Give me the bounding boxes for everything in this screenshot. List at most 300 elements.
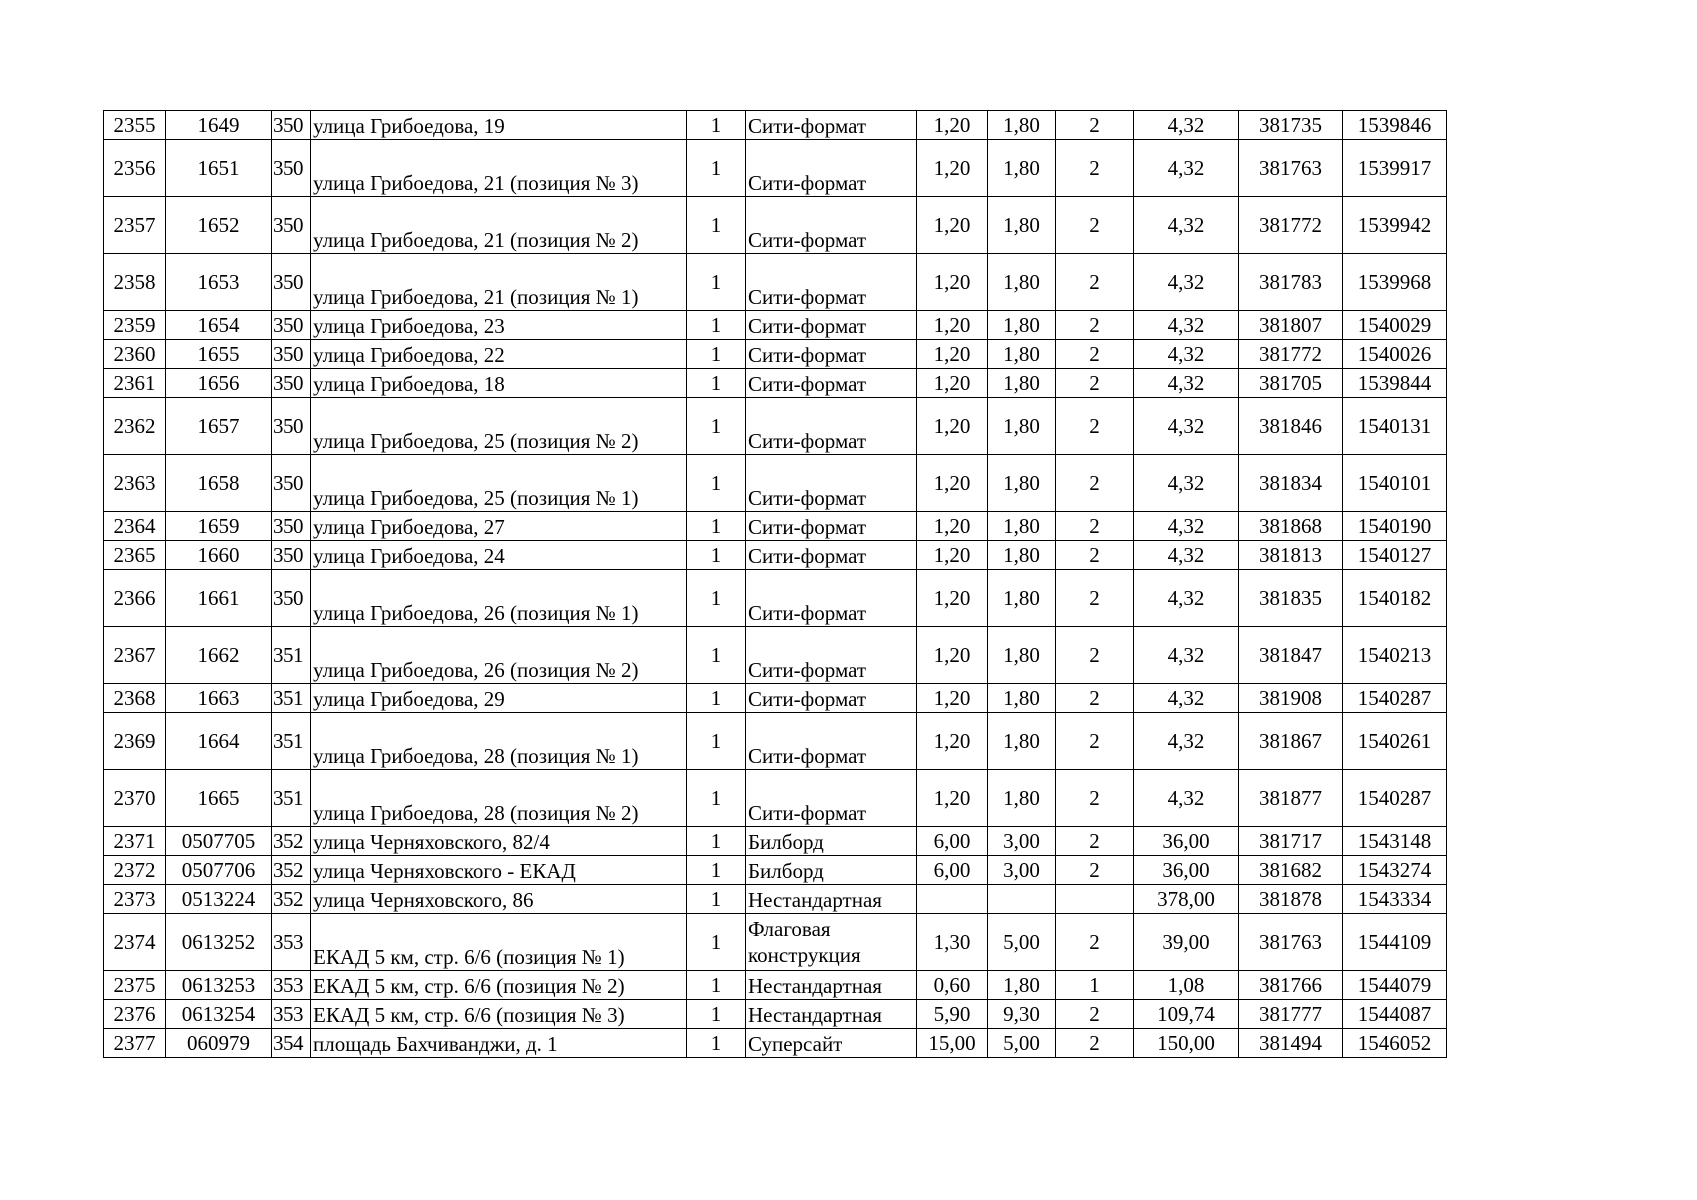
district-code-cell: 354: [272, 1029, 311, 1058]
structure-type-cell: Сити-формат: [746, 770, 917, 827]
structure-type-cell: Билборд: [746, 827, 917, 856]
row-number-cell: 2364: [104, 512, 166, 541]
object-id-cell: 1658: [166, 455, 272, 512]
object-id-cell: 0613253: [166, 971, 272, 1000]
coord-x-cell: 381717: [1239, 827, 1343, 856]
table-row: [104, 111, 1447, 140]
object-id-cell: 0507706: [166, 856, 272, 885]
width-cell: 1,20: [917, 770, 988, 827]
coord-y-cell: 1540213: [1343, 627, 1447, 684]
object-id-cell: 1656: [166, 369, 272, 398]
district-code-cell: 350: [272, 541, 311, 570]
address-cell: улица Грибоедова, 21 (позиция № 2): [311, 197, 687, 254]
row-number-cell: 2360: [104, 340, 166, 369]
coord-y-cell: 1540127: [1343, 541, 1447, 570]
coord-y-cell: 1546052: [1343, 1029, 1447, 1058]
width-cell: 1,20: [917, 111, 988, 140]
sides-cell: 2: [1056, 541, 1134, 570]
width-cell: 1,20: [917, 713, 988, 770]
coord-x-cell: 381682: [1239, 856, 1343, 885]
address-cell: улица Грибоедова, 24: [311, 541, 687, 570]
table-row: [104, 512, 1447, 541]
structure-type-cell: Суперсайт: [746, 1029, 917, 1058]
coord-x-cell: 381705: [1239, 369, 1343, 398]
area-cell: 150,00: [1134, 1029, 1239, 1058]
structure-type-cell: Сити-формат: [746, 684, 917, 713]
sides-cell: 2: [1056, 713, 1134, 770]
height-cell: 1,80: [988, 627, 1056, 684]
address-cell: ЕКАД 5 км, стр. 6/6 (позиция № 1): [311, 914, 687, 971]
table-row: [104, 369, 1447, 398]
object-id-cell: 1653: [166, 254, 272, 311]
coord-x-cell: 381766: [1239, 971, 1343, 1000]
district-code-cell: 350: [272, 369, 311, 398]
quantity-cell: 1: [687, 856, 746, 885]
object-id-cell: 1654: [166, 311, 272, 340]
quantity-cell: 1: [687, 140, 746, 197]
table-row: [104, 570, 1447, 627]
row-number-cell: 2376: [104, 1000, 166, 1029]
district-code-cell: 350: [272, 512, 311, 541]
structure-type-cell: Нестандартная: [746, 885, 917, 914]
table-row: [104, 684, 1447, 713]
object-id-cell: 0513224: [166, 885, 272, 914]
table-row: [104, 885, 1447, 914]
quantity-cell: 1: [687, 627, 746, 684]
structure-type-cell: Нестандартная: [746, 1000, 917, 1029]
coord-y-cell: 1539917: [1343, 140, 1447, 197]
coord-x-cell: 381878: [1239, 885, 1343, 914]
quantity-cell: 1: [687, 455, 746, 512]
width-cell: 1,20: [917, 254, 988, 311]
area-cell: 4,32: [1134, 770, 1239, 827]
area-cell: 4,32: [1134, 140, 1239, 197]
address-cell: ЕКАД 5 км, стр. 6/6 (позиция № 2): [311, 971, 687, 1000]
height-cell: [988, 885, 1056, 914]
height-cell: 1,80: [988, 971, 1056, 1000]
sides-cell: 2: [1056, 398, 1134, 455]
structure-type-cell: Сити-формат: [746, 254, 917, 311]
coord-x-cell: 381783: [1239, 254, 1343, 311]
quantity-cell: 1: [687, 914, 746, 971]
address-cell: улица Грибоедова, 29: [311, 684, 687, 713]
height-cell: 1,80: [988, 197, 1056, 254]
coord-y-cell: 1540026: [1343, 340, 1447, 369]
quantity-cell: 1: [687, 340, 746, 369]
coord-x-cell: 381807: [1239, 311, 1343, 340]
sides-cell: 2: [1056, 570, 1134, 627]
coord-y-cell: 1544079: [1343, 971, 1447, 1000]
object-id-cell: 1660: [166, 541, 272, 570]
sides-cell: 2: [1056, 827, 1134, 856]
height-cell: 1,80: [988, 111, 1056, 140]
row-number-cell: 2372: [104, 856, 166, 885]
object-id-cell: 1651: [166, 140, 272, 197]
structure-type-cell: Сити-формат: [746, 340, 917, 369]
registry-table: [103, 110, 1447, 1058]
table-row: [104, 856, 1447, 885]
area-cell: 4,32: [1134, 627, 1239, 684]
address-cell: улица Грибоедова, 25 (позиция № 1): [311, 455, 687, 512]
sides-cell: 2: [1056, 914, 1134, 971]
row-number-cell: 2377: [104, 1029, 166, 1058]
area-cell: 4,32: [1134, 311, 1239, 340]
table-row: [104, 455, 1447, 512]
coord-x-cell: 381908: [1239, 684, 1343, 713]
address-cell: улица Черняховского, 86: [311, 885, 687, 914]
object-id-cell: 1655: [166, 340, 272, 369]
area-cell: 378,00: [1134, 885, 1239, 914]
coord-y-cell: 1540131: [1343, 398, 1447, 455]
object-id-cell: 1662: [166, 627, 272, 684]
address-cell: улица Грибоедова, 23: [311, 311, 687, 340]
row-number-cell: 2358: [104, 254, 166, 311]
coord-y-cell: 1539968: [1343, 254, 1447, 311]
structure-type-cell: Сити-формат: [746, 455, 917, 512]
row-number-cell: 2373: [104, 885, 166, 914]
width-cell: 6,00: [917, 856, 988, 885]
coord-y-cell: 1543274: [1343, 856, 1447, 885]
address-cell: улица Грибоедова, 28 (позиция № 1): [311, 713, 687, 770]
row-number-cell: 2363: [104, 455, 166, 512]
table-row: [104, 197, 1447, 254]
structure-type-cell: Сити-формат: [746, 369, 917, 398]
row-number-cell: 2365: [104, 541, 166, 570]
area-cell: 4,32: [1134, 369, 1239, 398]
height-cell: 1,80: [988, 512, 1056, 541]
table-row: [104, 770, 1447, 827]
structure-type-cell: Сити-формат: [746, 570, 917, 627]
sides-cell: 2: [1056, 627, 1134, 684]
sides-cell: 2: [1056, 111, 1134, 140]
width-cell: 1,20: [917, 541, 988, 570]
address-cell: ЕКАД 5 км, стр. 6/6 (позиция № 3): [311, 1000, 687, 1029]
quantity-cell: 1: [687, 1000, 746, 1029]
area-cell: 4,32: [1134, 254, 1239, 311]
object-id-cell: 0613254: [166, 1000, 272, 1029]
row-number-cell: 2361: [104, 369, 166, 398]
row-number-cell: 2368: [104, 684, 166, 713]
object-id-cell: 1661: [166, 570, 272, 627]
address-cell: улица Грибоедова, 26 (позиция № 2): [311, 627, 687, 684]
area-cell: 4,32: [1134, 512, 1239, 541]
area-cell: 36,00: [1134, 856, 1239, 885]
district-code-cell: 352: [272, 885, 311, 914]
district-code-cell: 352: [272, 827, 311, 856]
object-id-cell: 1664: [166, 713, 272, 770]
coord-x-cell: 381835: [1239, 570, 1343, 627]
object-id-cell: 1652: [166, 197, 272, 254]
sides-cell: 1: [1056, 971, 1134, 1000]
coord-y-cell: 1543334: [1343, 885, 1447, 914]
height-cell: 5,00: [988, 914, 1056, 971]
object-id-cell: 1657: [166, 398, 272, 455]
row-number-cell: 2357: [104, 197, 166, 254]
width-cell: 1,20: [917, 398, 988, 455]
area-cell: 4,32: [1134, 541, 1239, 570]
coord-x-cell: 381877: [1239, 770, 1343, 827]
area-cell: 4,32: [1134, 455, 1239, 512]
object-id-cell: 1665: [166, 770, 272, 827]
row-number-cell: 2369: [104, 713, 166, 770]
sides-cell: 2: [1056, 770, 1134, 827]
height-cell: 1,80: [988, 713, 1056, 770]
coord-x-cell: 381867: [1239, 713, 1343, 770]
width-cell: 1,20: [917, 455, 988, 512]
structure-type-cell: Сити-формат: [746, 398, 917, 455]
quantity-cell: 1: [687, 713, 746, 770]
coord-x-cell: 381777: [1239, 1000, 1343, 1029]
row-number-cell: 2362: [104, 398, 166, 455]
address-cell: улица Грибоедова, 19: [311, 111, 687, 140]
width-cell: 5,90: [917, 1000, 988, 1029]
district-code-cell: 350: [272, 254, 311, 311]
registry-sheet: [103, 110, 1447, 1058]
width-cell: 0,60: [917, 971, 988, 1000]
coord-x-cell: 381847: [1239, 627, 1343, 684]
width-cell: 1,20: [917, 340, 988, 369]
height-cell: 1,80: [988, 340, 1056, 369]
sides-cell: 2: [1056, 684, 1134, 713]
table-row: [104, 713, 1447, 770]
sides-cell: 2: [1056, 856, 1134, 885]
district-code-cell: 353: [272, 971, 311, 1000]
address-cell: улица Черняховского, 82/4: [311, 827, 687, 856]
coord-y-cell: 1540190: [1343, 512, 1447, 541]
quantity-cell: 1: [687, 684, 746, 713]
table-row: [104, 1000, 1447, 1029]
coord-y-cell: 1539846: [1343, 111, 1447, 140]
district-code-cell: 350: [272, 340, 311, 369]
address-cell: улица Грибоедова, 22: [311, 340, 687, 369]
structure-type-cell: Флаговая конструкция: [746, 914, 917, 971]
area-cell: 4,32: [1134, 713, 1239, 770]
height-cell: 9,30: [988, 1000, 1056, 1029]
table-row: [104, 914, 1447, 971]
sides-cell: 2: [1056, 197, 1134, 254]
coord-x-cell: 381846: [1239, 398, 1343, 455]
table-row: [104, 398, 1447, 455]
district-code-cell: 353: [272, 914, 311, 971]
width-cell: 1,30: [917, 914, 988, 971]
row-number-cell: 2374: [104, 914, 166, 971]
row-number-cell: 2367: [104, 627, 166, 684]
address-cell: улица Грибоедова, 27: [311, 512, 687, 541]
coord-x-cell: 381772: [1239, 340, 1343, 369]
registry-body: [104, 111, 1447, 1058]
height-cell: 1,80: [988, 770, 1056, 827]
height-cell: 1,80: [988, 398, 1056, 455]
structure-type-cell: Сити-формат: [746, 111, 917, 140]
height-cell: 1,80: [988, 254, 1056, 311]
quantity-cell: 1: [687, 512, 746, 541]
table-row: [104, 140, 1447, 197]
coord-y-cell: 1540029: [1343, 311, 1447, 340]
row-number-cell: 2370: [104, 770, 166, 827]
structure-type-cell: Сити-формат: [746, 311, 917, 340]
coord-x-cell: 381834: [1239, 455, 1343, 512]
quantity-cell: 1: [687, 770, 746, 827]
coord-y-cell: 1539942: [1343, 197, 1447, 254]
district-code-cell: 350: [272, 111, 311, 140]
area-cell: 4,32: [1134, 340, 1239, 369]
sides-cell: 2: [1056, 1000, 1134, 1029]
height-cell: 5,00: [988, 1029, 1056, 1058]
object-id-cell: 1659: [166, 512, 272, 541]
sides-cell: 2: [1056, 512, 1134, 541]
address-cell: улица Черняховского - ЕКАД: [311, 856, 687, 885]
address-cell: улица Грибоедова, 21 (позиция № 1): [311, 254, 687, 311]
quantity-cell: 1: [687, 311, 746, 340]
height-cell: 1,80: [988, 140, 1056, 197]
row-number-cell: 2359: [104, 311, 166, 340]
height-cell: 1,80: [988, 684, 1056, 713]
row-number-cell: 2356: [104, 140, 166, 197]
address-cell: улица Грибоедова, 21 (позиция № 3): [311, 140, 687, 197]
coord-x-cell: 381735: [1239, 111, 1343, 140]
quantity-cell: 1: [687, 398, 746, 455]
quantity-cell: 1: [687, 197, 746, 254]
coord-x-cell: 381868: [1239, 512, 1343, 541]
address-cell: улица Грибоедова, 25 (позиция № 2): [311, 398, 687, 455]
height-cell: 1,80: [988, 311, 1056, 340]
area-cell: 109,74: [1134, 1000, 1239, 1029]
structure-type-cell: Нестандартная: [746, 971, 917, 1000]
area-cell: 4,32: [1134, 111, 1239, 140]
structure-type-cell: Билборд: [746, 856, 917, 885]
structure-type-cell: Сити-формат: [746, 627, 917, 684]
width-cell: 1,20: [917, 369, 988, 398]
district-code-cell: 350: [272, 570, 311, 627]
table-row: [104, 827, 1447, 856]
quantity-cell: 1: [687, 111, 746, 140]
sides-cell: 2: [1056, 254, 1134, 311]
district-code-cell: 351: [272, 713, 311, 770]
object-id-cell: 1663: [166, 684, 272, 713]
table-row: [104, 971, 1447, 1000]
table-row: [104, 1029, 1447, 1058]
structure-type-cell: Сити-формат: [746, 140, 917, 197]
coord-y-cell: 1543148: [1343, 827, 1447, 856]
table-row: [104, 541, 1447, 570]
sides-cell: [1056, 885, 1134, 914]
coord-y-cell: 1540261: [1343, 713, 1447, 770]
sides-cell: 2: [1056, 140, 1134, 197]
coord-y-cell: 1540101: [1343, 455, 1447, 512]
quantity-cell: 1: [687, 1029, 746, 1058]
sides-cell: 2: [1056, 455, 1134, 512]
district-code-cell: 350: [272, 197, 311, 254]
coord-y-cell: 1544087: [1343, 1000, 1447, 1029]
area-cell: 36,00: [1134, 827, 1239, 856]
sides-cell: 2: [1056, 1029, 1134, 1058]
quantity-cell: 1: [687, 254, 746, 311]
height-cell: 1,80: [988, 541, 1056, 570]
structure-type-cell: Сити-формат: [746, 541, 917, 570]
district-code-cell: 350: [272, 398, 311, 455]
district-code-cell: 353: [272, 1000, 311, 1029]
width-cell: 1,20: [917, 627, 988, 684]
district-code-cell: 350: [272, 311, 311, 340]
district-code-cell: 351: [272, 684, 311, 713]
quantity-cell: 1: [687, 541, 746, 570]
quantity-cell: 1: [687, 570, 746, 627]
district-code-cell: 351: [272, 627, 311, 684]
table-row: [104, 254, 1447, 311]
width-cell: 1,20: [917, 140, 988, 197]
district-code-cell: 351: [272, 770, 311, 827]
area-cell: 4,32: [1134, 570, 1239, 627]
width-cell: 1,20: [917, 570, 988, 627]
quantity-cell: 1: [687, 369, 746, 398]
height-cell: 3,00: [988, 827, 1056, 856]
sides-cell: 2: [1056, 369, 1134, 398]
quantity-cell: 1: [687, 827, 746, 856]
width-cell: [917, 885, 988, 914]
row-number-cell: 2355: [104, 111, 166, 140]
area-cell: 39,00: [1134, 914, 1239, 971]
row-number-cell: 2371: [104, 827, 166, 856]
structure-type-cell: Сити-формат: [746, 713, 917, 770]
address-cell: улица Грибоедова, 18: [311, 369, 687, 398]
coord-y-cell: 1544109: [1343, 914, 1447, 971]
area-cell: 4,32: [1134, 398, 1239, 455]
coord-x-cell: 381494: [1239, 1029, 1343, 1058]
district-code-cell: 350: [272, 455, 311, 512]
row-number-cell: 2366: [104, 570, 166, 627]
row-number-cell: 2375: [104, 971, 166, 1000]
height-cell: 3,00: [988, 856, 1056, 885]
coord-x-cell: 381772: [1239, 197, 1343, 254]
height-cell: 1,80: [988, 455, 1056, 512]
address-cell: площадь Бахчиванджи, д. 1: [311, 1029, 687, 1058]
coord-x-cell: 381763: [1239, 140, 1343, 197]
object-id-cell: 0613252: [166, 914, 272, 971]
sides-cell: 2: [1056, 340, 1134, 369]
structure-type-cell: Сити-формат: [746, 512, 917, 541]
width-cell: 1,20: [917, 197, 988, 254]
width-cell: 6,00: [917, 827, 988, 856]
height-cell: 1,80: [988, 570, 1056, 627]
area-cell: 4,32: [1134, 684, 1239, 713]
quantity-cell: 1: [687, 971, 746, 1000]
object-id-cell: 1649: [166, 111, 272, 140]
object-id-cell: 0507705: [166, 827, 272, 856]
coord-y-cell: 1540182: [1343, 570, 1447, 627]
district-code-cell: 350: [272, 140, 311, 197]
structure-type-cell: Сити-формат: [746, 197, 917, 254]
district-code-cell: 352: [272, 856, 311, 885]
quantity-cell: 1: [687, 885, 746, 914]
table-row: [104, 340, 1447, 369]
width-cell: 1,20: [917, 684, 988, 713]
coord-y-cell: 1540287: [1343, 770, 1447, 827]
height-cell: 1,80: [988, 369, 1056, 398]
address-cell: улица Грибоедова, 26 (позиция № 1): [311, 570, 687, 627]
coord-y-cell: 1539844: [1343, 369, 1447, 398]
coord-x-cell: 381763: [1239, 914, 1343, 971]
table-row: [104, 627, 1447, 684]
width-cell: 1,20: [917, 512, 988, 541]
coord-x-cell: 381813: [1239, 541, 1343, 570]
object-id-cell: 060979: [166, 1029, 272, 1058]
coord-y-cell: 1540287: [1343, 684, 1447, 713]
sides-cell: 2: [1056, 311, 1134, 340]
address-cell: улица Грибоедова, 28 (позиция № 2): [311, 770, 687, 827]
width-cell: 1,20: [917, 311, 988, 340]
table-row: [104, 311, 1447, 340]
area-cell: 1,08: [1134, 971, 1239, 1000]
